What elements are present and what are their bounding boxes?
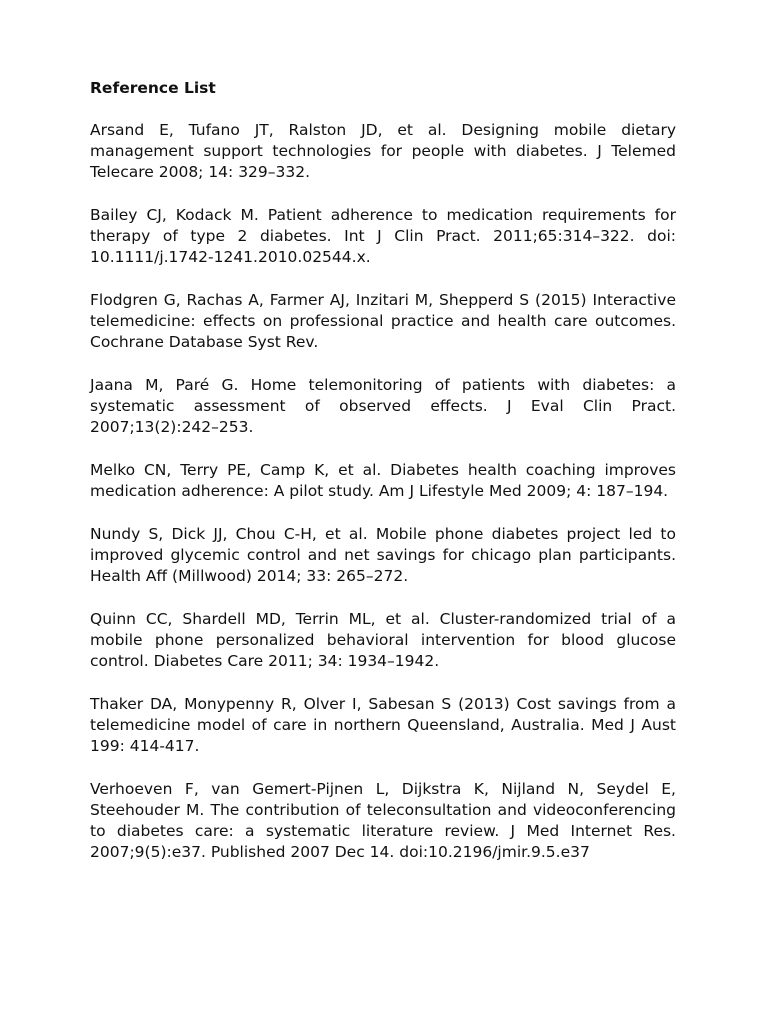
reference-item-bailey: Bailey CJ, Kodack M. Patient adherence to medication requirements for therapy of type 2 diabetes. Int J Clin Pract. 2011;65:314–322. doi: 10.1111/j.1742-1241.2010.02544.x. [90,206,676,266]
reference-item-flodgren: Flodgren G, Rachas A, Farmer AJ, Inzitari M, Shepperd S (2015) Interactive telemedicine: effects on professional practice and health care outcomes. Cochrane Database Syst Rev. [90,291,676,351]
reference-item-thaker: Thaker DA, Monypenny R, Olver I, Sabesan S (2013) Cost savings from a telemedicine model of care in northern Queensland, Australia. Med J Aust 199: 414-417. [90,695,676,755]
reference-item-melko: Melko CN, Terry PE, Camp K, et al. Diabetes health coaching improves medication adherence: A pilot study. Am J Lifestyle Med 2009; 4: 187–194. [90,461,676,500]
document-page [90,78,676,885]
reference-item-quinn: Quinn CC, Shardell MD, Terrin ML, et al. Cluster-randomized trial of a mobile phone personalized behavioral intervention for blood glucose control. Diabetes Care 2011; 34: 1934–1942. [90,610,676,670]
reference-item-arsand: Arsand E, Tufano JT, Ralston JD, et al. Designing mobile dietary management support technologies for people with diabetes. J Telemed Telecare 2008; 14: 329–332. [90,121,676,181]
reference-item-verhoeven: Verhoeven F, van Gemert-Pijnen L, Dijkstra K, Nijland N, Seydel E, Steehouder M. The contribution of teleconsultation and videoconferencing to diabetes care: a systematic literature review. J Med Internet Res. 2007;9(5):e37. Published 2007 Dec 14. doi:10.2196/jmir.9.5.e37 [90,780,676,861]
reference-list-heading: Reference List [90,79,216,97]
reference-item-jaana: Jaana M, Paré G. Home telemonitoring of patients with diabetes: a systematic assessment of observed effects. J Eval Clin Pract. 2007;13(2):242–253. [90,376,676,436]
reference-item-nundy: Nundy S, Dick JJ, Chou C-H, et al. Mobile phone diabetes project led to improved glycemic control and net savings for chicago plan participants. Health Aff (Millwood) 2014; 33: 265–272. [90,525,676,585]
